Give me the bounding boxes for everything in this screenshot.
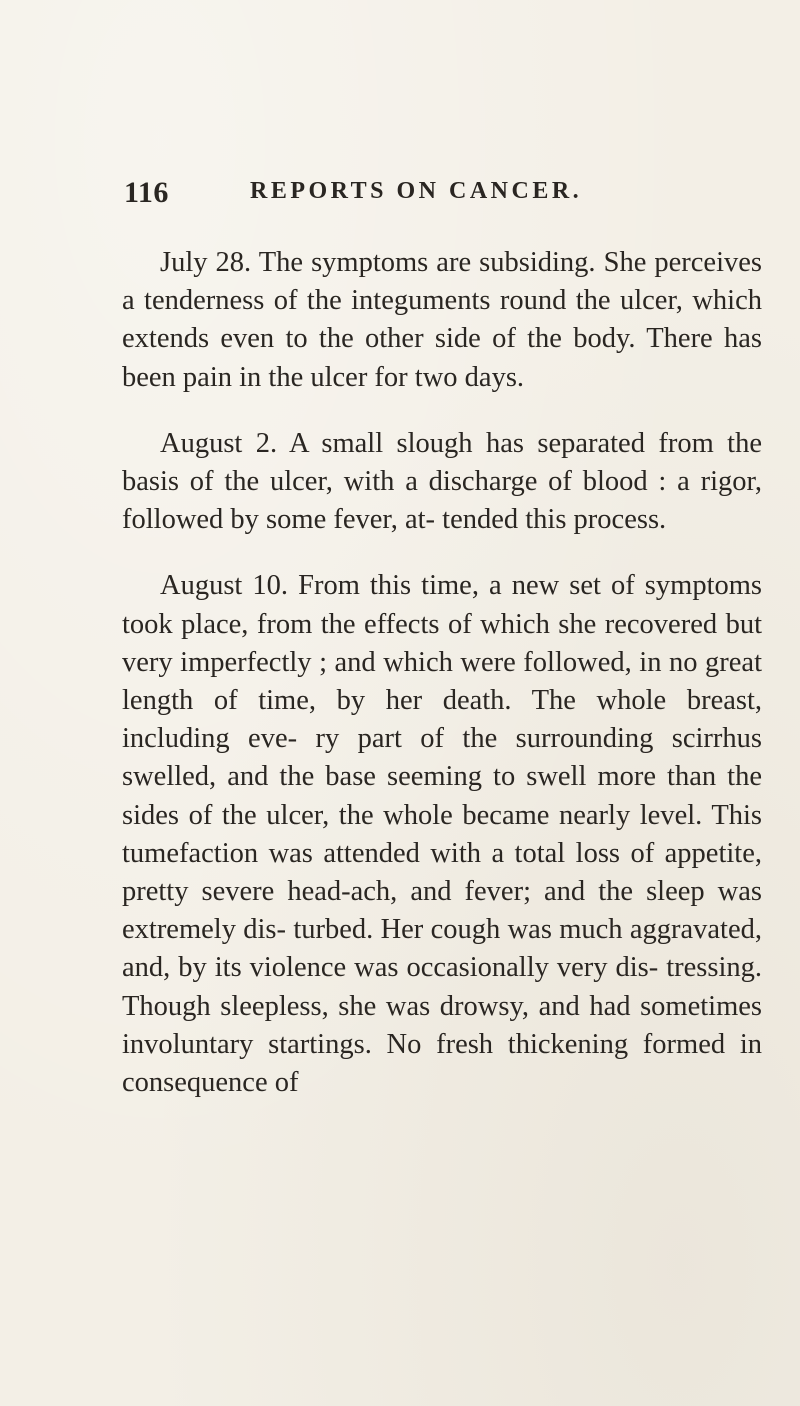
running-head bbox=[124, 176, 744, 216]
page-number: 116 bbox=[124, 176, 169, 209]
body-text bbox=[122, 244, 762, 1102]
paragraph-august-10: August 10. From this time, a new set of symptoms took place, from the effects of which she recovered but very imperfectly ; and which were followed, in no great length of time, by her death. The whole breast, including eve- ry part of the surrounding scirrhus swelled, and the base seeming to swell more than the sides of the ulcer, the whole became nearly level. This tumefaction was attended with a total loss of appetite, pretty severe head-ach, and fever; and the sleep was extremely dis- turbed. Her cough was much aggravated, and, by its violence was occasionally very dis- tressing. Though sleepless, she was drowsy, and had sometimes involuntary startings. No fresh thickening formed in consequence of bbox=[122, 570, 762, 1099]
running-title: REPORTS ON CANCER. bbox=[250, 178, 583, 204]
paragraph-august-2: August 2. A small slough has separated from the basis of the ulcer, with a discharge of blood : a rigor, followed by some fever, at- tended this process. bbox=[122, 427, 762, 536]
paragraph-july-28: July 28. The symptoms are subsiding. She perceives a tenderness of the integuments round the ulcer, which extends even to the other side of the body. There has been pain in the ulcer for two days. bbox=[122, 247, 762, 393]
